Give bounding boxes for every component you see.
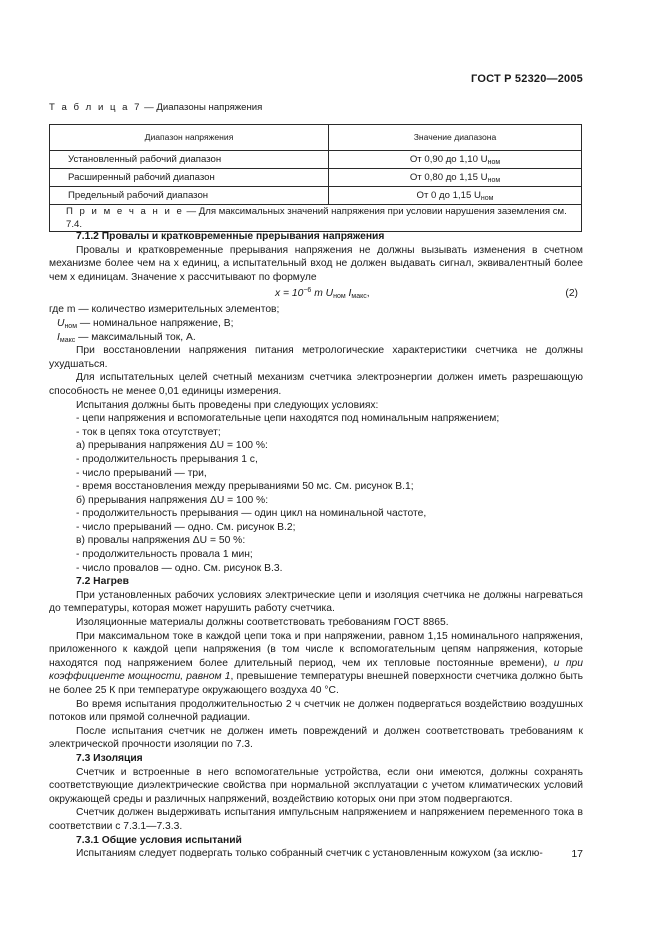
paragraph: Счетчик и встроенные в него вспомогательные устройства, если они имеются, должны сохранять соответствующие диэлектрические свойства при нормальной эксплуатации с учетом климатических условий окружающей среды и различных напряжений, воздействию которых они при этом подвергаются. — [49, 766, 583, 805]
list-item: - число провалов — одно. См. рисунок В.3. — [76, 562, 283, 574]
range-value: От 0 до 1,15 $U_{ном}$ — [329, 187, 582, 205]
voltage-ranges-table — [49, 124, 582, 232]
formula — [49, 284, 583, 303]
document-body — [49, 230, 583, 861]
range-value: От 0,80 до 1,15 $U_{ном}$ — [329, 169, 582, 187]
paragraph: При восстановлении напряжения питания метрологические характеристики счетчика не должны ухудшаться. — [49, 345, 583, 370]
page-number: 17 — [571, 848, 583, 860]
table-row — [50, 151, 582, 169]
list-item: - продолжительность провала 1 мин; — [76, 549, 253, 561]
standard-number: ГОСТ Р 52320—2005 — [471, 73, 583, 85]
section-heading-7-3: 7.3 Изоляция — [76, 752, 143, 764]
table-note: П р и м е ч а н и е — Для максимальных значений напряжения при условии нарушения заземления см. 7.4. — [50, 205, 582, 232]
list-item: - ток в цепях тока отсутствует; — [76, 426, 221, 438]
where-line: где m — количество измерительных элементов; — [49, 304, 280, 316]
paragraph: Испытаниям следует подвергать только собранный счетчик с установленным кожухом (за исклю- — [76, 848, 543, 860]
where-line: $U_{ном}$ — номинальное напряжение, В; — [57, 317, 234, 330]
section-heading-7-2: 7.2 Нагрев — [76, 576, 129, 588]
section-heading-7-3-1: 7.3.1 Общие условия испытаний — [76, 834, 242, 846]
table-row — [50, 169, 582, 187]
table-header-row — [50, 125, 582, 151]
formula-number: (2) — [565, 288, 578, 300]
table-row — [50, 187, 582, 205]
paragraph: При максимальном токе в каждой цепи тока и при напряжении, равном 1,15 номинального напряжения, приложенного к каждой цепи напряжения (в том числе к вспомогательным цепям напряжения, которые находятся под напряжением более длительный период, чем их тепловые постоянные времени), и при коэффициенте мощности, равном 1, превышение температуры внешней поверхности счетчика должно быть не более 25 К при температуре окружающего воздуха 40 °С. — [49, 630, 583, 696]
list-item: - продолжительность прерывания 1 с, — [76, 453, 258, 465]
range-name: Установленный рабочий диапазон — [50, 151, 329, 169]
section-heading-7-1-2: 7.1.2 Провалы и кратковременные прерывания напряжения — [76, 231, 385, 242]
range-value: От 0,90 до 1,10 $U_{ном}$ — [329, 151, 582, 169]
list-item: - число прерываний — три, — [76, 467, 207, 479]
paragraph: Провалы и кратковременные прерывания напряжения не должны вызывать изменения в счетном механизме более чем на x единиц, а испытательный вход не должен выдавать сигнал, эквивалентный более чем x единицам. Значение x рассчитывают по формуле — [49, 244, 583, 283]
paragraph: Изоляционные материалы должны соответствовать требованиям ГОСТ 8865. — [76, 617, 449, 629]
table-note-row — [50, 205, 582, 232]
table-caption — [49, 101, 262, 115]
where-line: $I_{макс}$ — максимальный ток, А. — [57, 331, 196, 344]
paragraph: Для испытательных целей счетный механизм счетчика электроэнергии должен иметь разрешающую способность не менее 0,01 единицы измерения. — [49, 372, 583, 397]
list-item: а) прерывания напряжения ΔU = 100 %: — [76, 440, 268, 452]
list-item: - число прерываний — одно. См. рисунок В.2; — [76, 521, 296, 533]
column-header-range: Диапазон напряжения — [50, 125, 329, 151]
paragraph: Во время испытания продолжительностью 2 ч счетчик не должен подвергаться воздействию воздушных потоков или прямой солнечной радиации. — [49, 698, 583, 724]
column-header-value: Значение диапазона — [329, 125, 582, 151]
table-caption-title: — Диапазоны напряжения — [141, 102, 263, 113]
table-caption-label: Т а б л и ц а 7 — [49, 102, 142, 113]
list-item: в) провалы напряжения ΔU = 50 %: — [76, 535, 246, 547]
paragraph: Испытания должны быть проведены при следующих условиях: — [76, 399, 379, 411]
paragraph: При установленных рабочих условиях электрические цепи и изоляция счетчика не должны нагреваться до температуры, которая может нарушить работу счетчика. — [49, 589, 583, 615]
list-item: - продолжительность прерывания — один цикл на номинальной частоте, — [76, 508, 427, 520]
list-item: б) прерывания напряжения ΔU = 100 %: — [76, 494, 269, 506]
range-name: Расширенный рабочий диапазон — [50, 169, 329, 187]
list-item: - цепи напряжения и вспомогательные цепи находятся под номинальным напряжением; — [76, 413, 500, 425]
range-name: Предельный рабочий диапазон — [50, 187, 329, 205]
list-item: - время восстановления между прерываниями 50 мс. См. рисунок В.1; — [76, 481, 414, 493]
formula-expression: $x = 10^{-6}$ m $U_{ном}$ $I_{макс}$, — [275, 287, 370, 301]
paragraph: После испытания счетчик не должен иметь повреждений и должен соответствовать требованиям к электрической прочности изоляции по 7.3. — [49, 725, 583, 751]
paragraph: Счетчик должен выдерживать испытания импульсным напряжением и напряжением переменного тока в соответствии с 7.3.1—7.3.3. — [49, 807, 583, 832]
